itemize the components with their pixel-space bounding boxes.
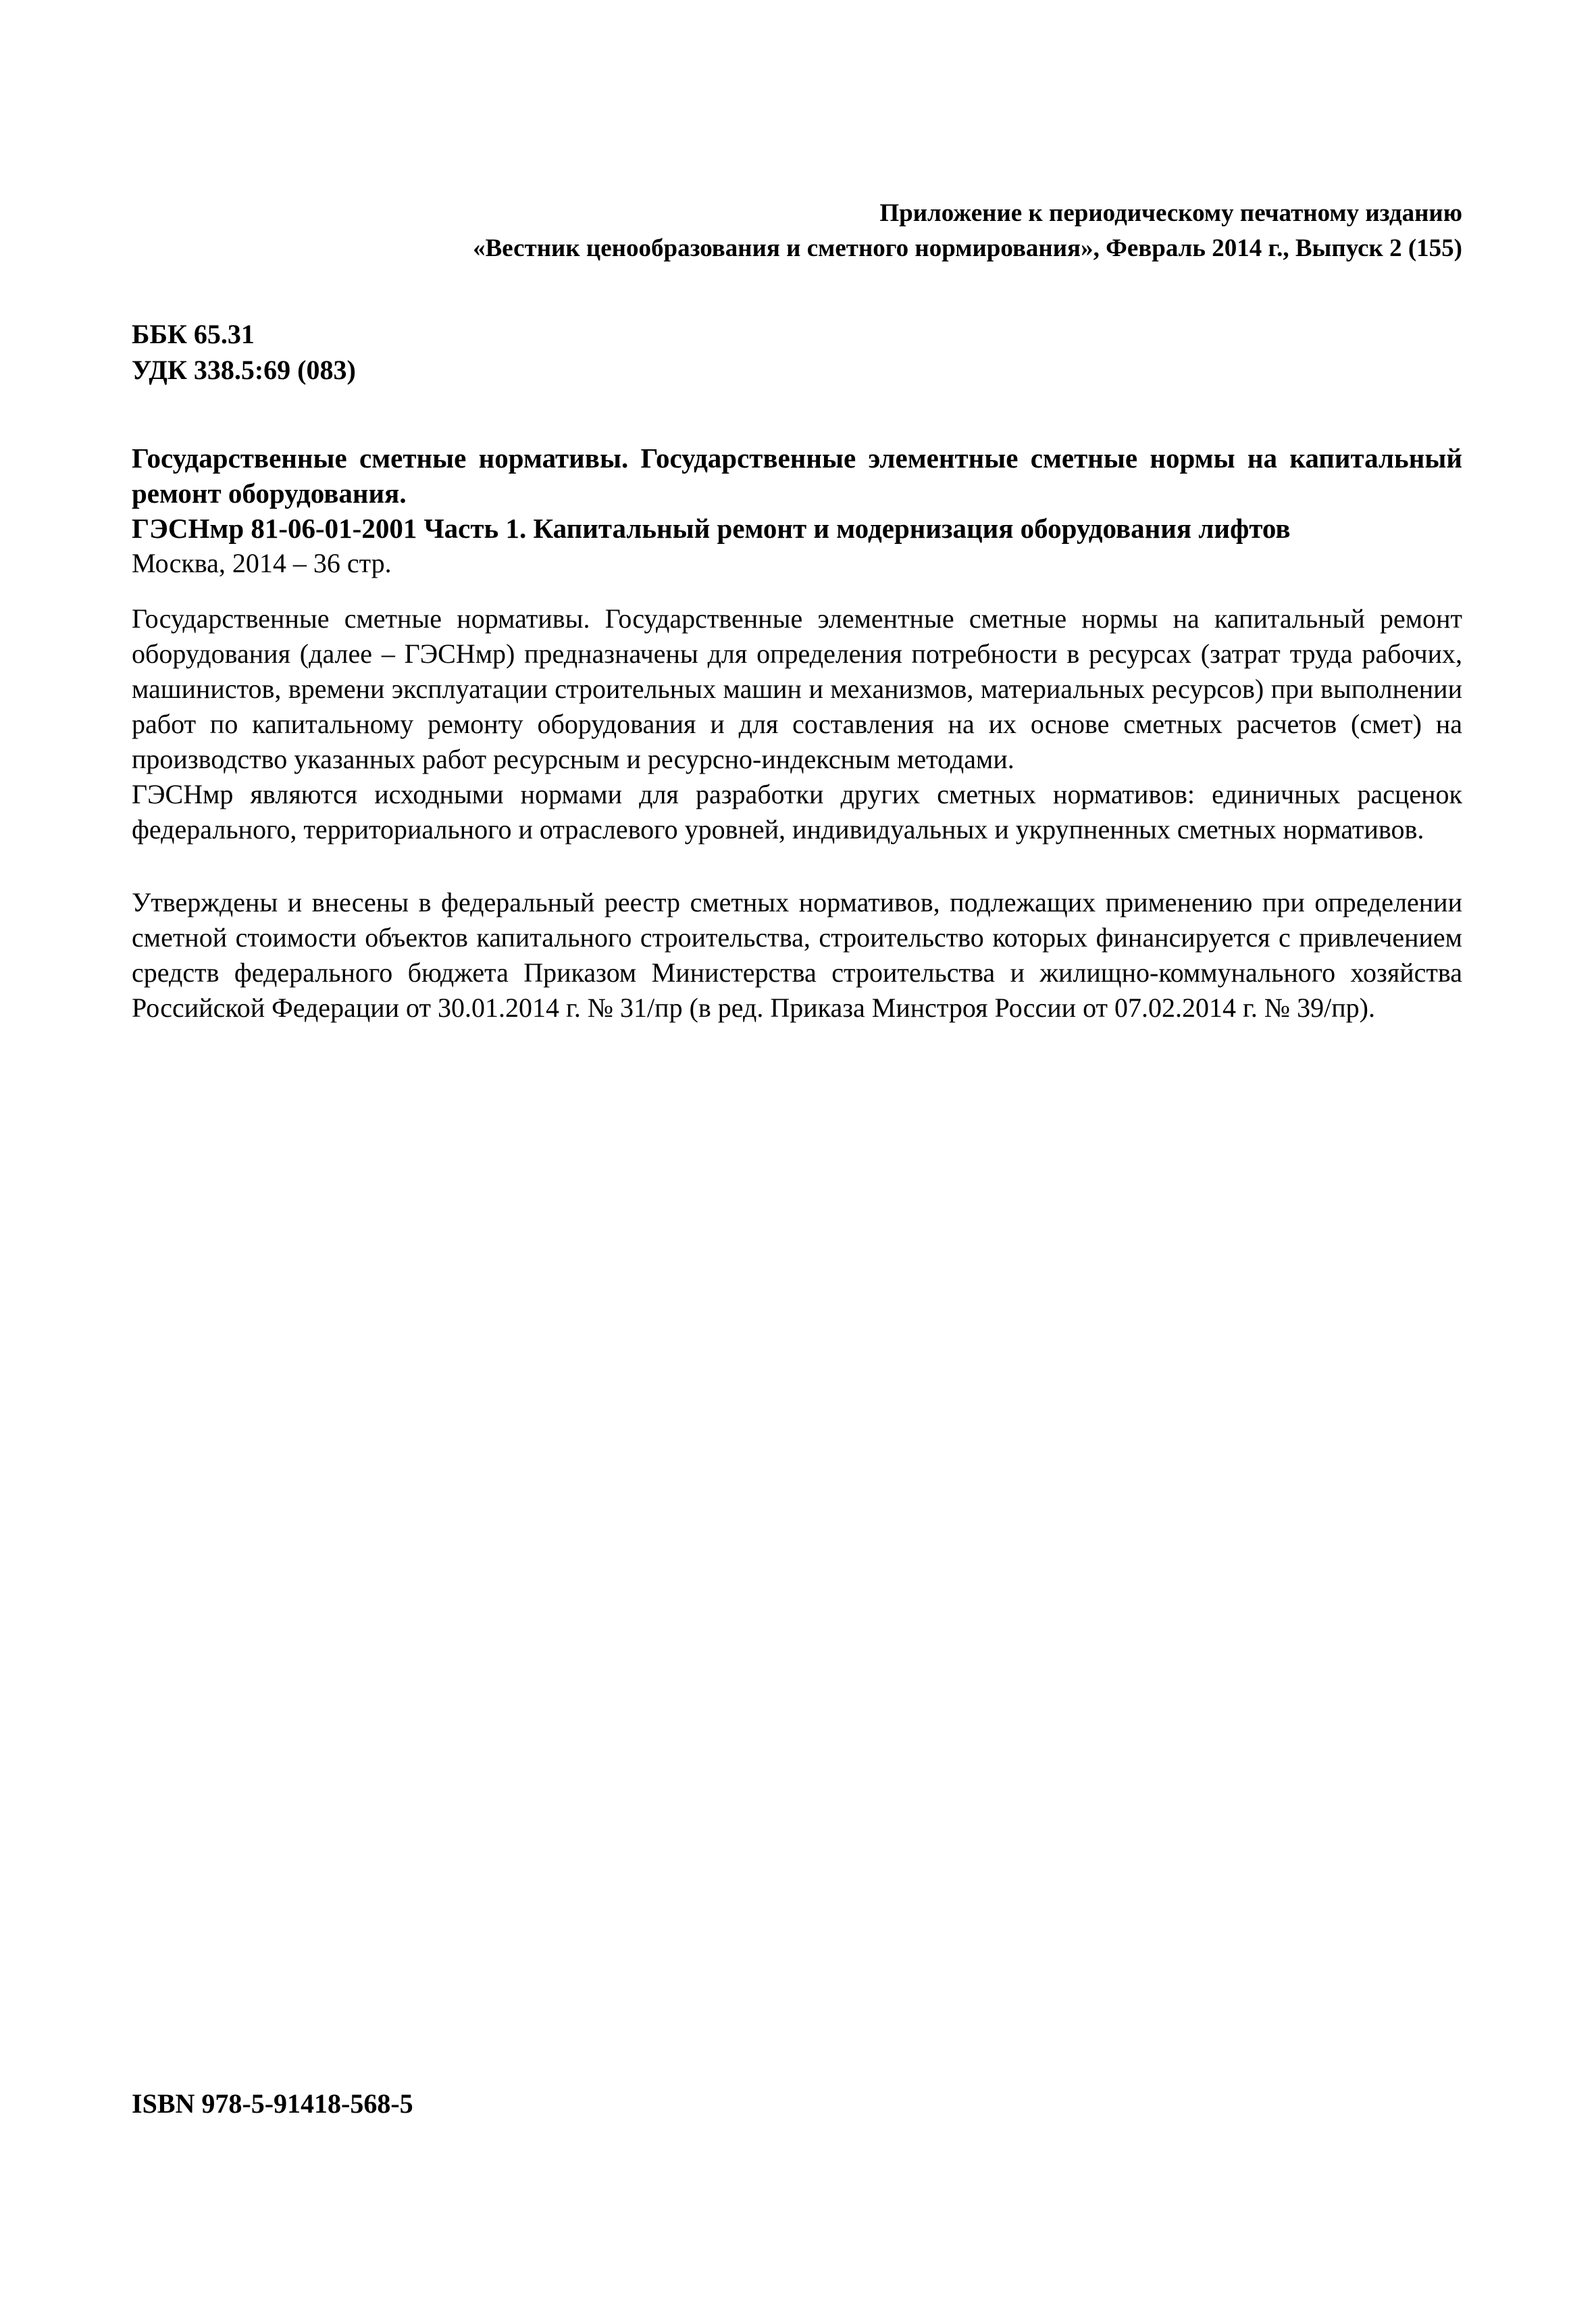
publication-info <box>132 441 1462 581</box>
isbn: ISBN 978-5-91418-568-5 <box>132 2088 413 2119</box>
approval-note <box>132 885 1462 1026</box>
bbk-code: ББК 65.31 <box>132 319 255 349</box>
abstract-paragraph: ГЭСНмр являются исходными нормами для разработки других сметных нормативов: единичных расценок федерального, территориального и отраслевого уровней, индивидуальных и укрупненных сметных нормативов. <box>132 779 1462 845</box>
imprint: Москва, 2014 – 36 стр. <box>132 548 392 578</box>
document-title: Государственные сметные нормативы. Государственные элементные сметные нормы на капитальный ремонт оборудования. <box>132 443 1462 509</box>
approval-paragraph: Утверждены и внесены в федеральный реестр сметных нормативов, подлежащих применению при определении сметной стоимости объектов капитального строительства, строительство которых финансируется с привлечением средств федерального бюджета Приказом Министерства строительства и жилищно-коммунального хозяйства Российской Федерации от 30.01.2014 г. № 31/пр (в ред. Приказа Минстроя России от 07.02.2014 г. № 39/пр). <box>132 887 1462 1023</box>
header-line-1: Приложение к периодическому печатному изданию <box>879 199 1462 227</box>
udk-code: УДК 338.5:69 (083) <box>132 355 356 385</box>
classification-codes <box>132 316 1462 388</box>
abstract <box>132 601 1462 847</box>
abstract-paragraph: Государственные сметные нормативы. Государственные элементные сметные нормы на капитальный ремонт оборудования (далее – ГЭСНмр) предназначены для определения потребности в ресурсах (затрат труда рабочих, машинистов, времени эксплуатации строительных машин и механизмов, материальных ресурсов) при выполнении работ по капитальному ремонту оборудования и для составления на их основе сметных расчетов (смет) на производство указанных работ ресурсным и ресурсно-индексным методами. <box>132 603 1462 774</box>
header-line-2: «Вестник ценообразования и сметного нормирования», Февраль 2014 г., Выпуск 2 (155) <box>473 234 1462 262</box>
publication-header <box>314 196 1462 266</box>
document-subtitle: ГЭСНмр 81-06-01-2001 Часть 1. Капитальный ремонт и модернизация оборудования лифтов <box>132 513 1291 544</box>
